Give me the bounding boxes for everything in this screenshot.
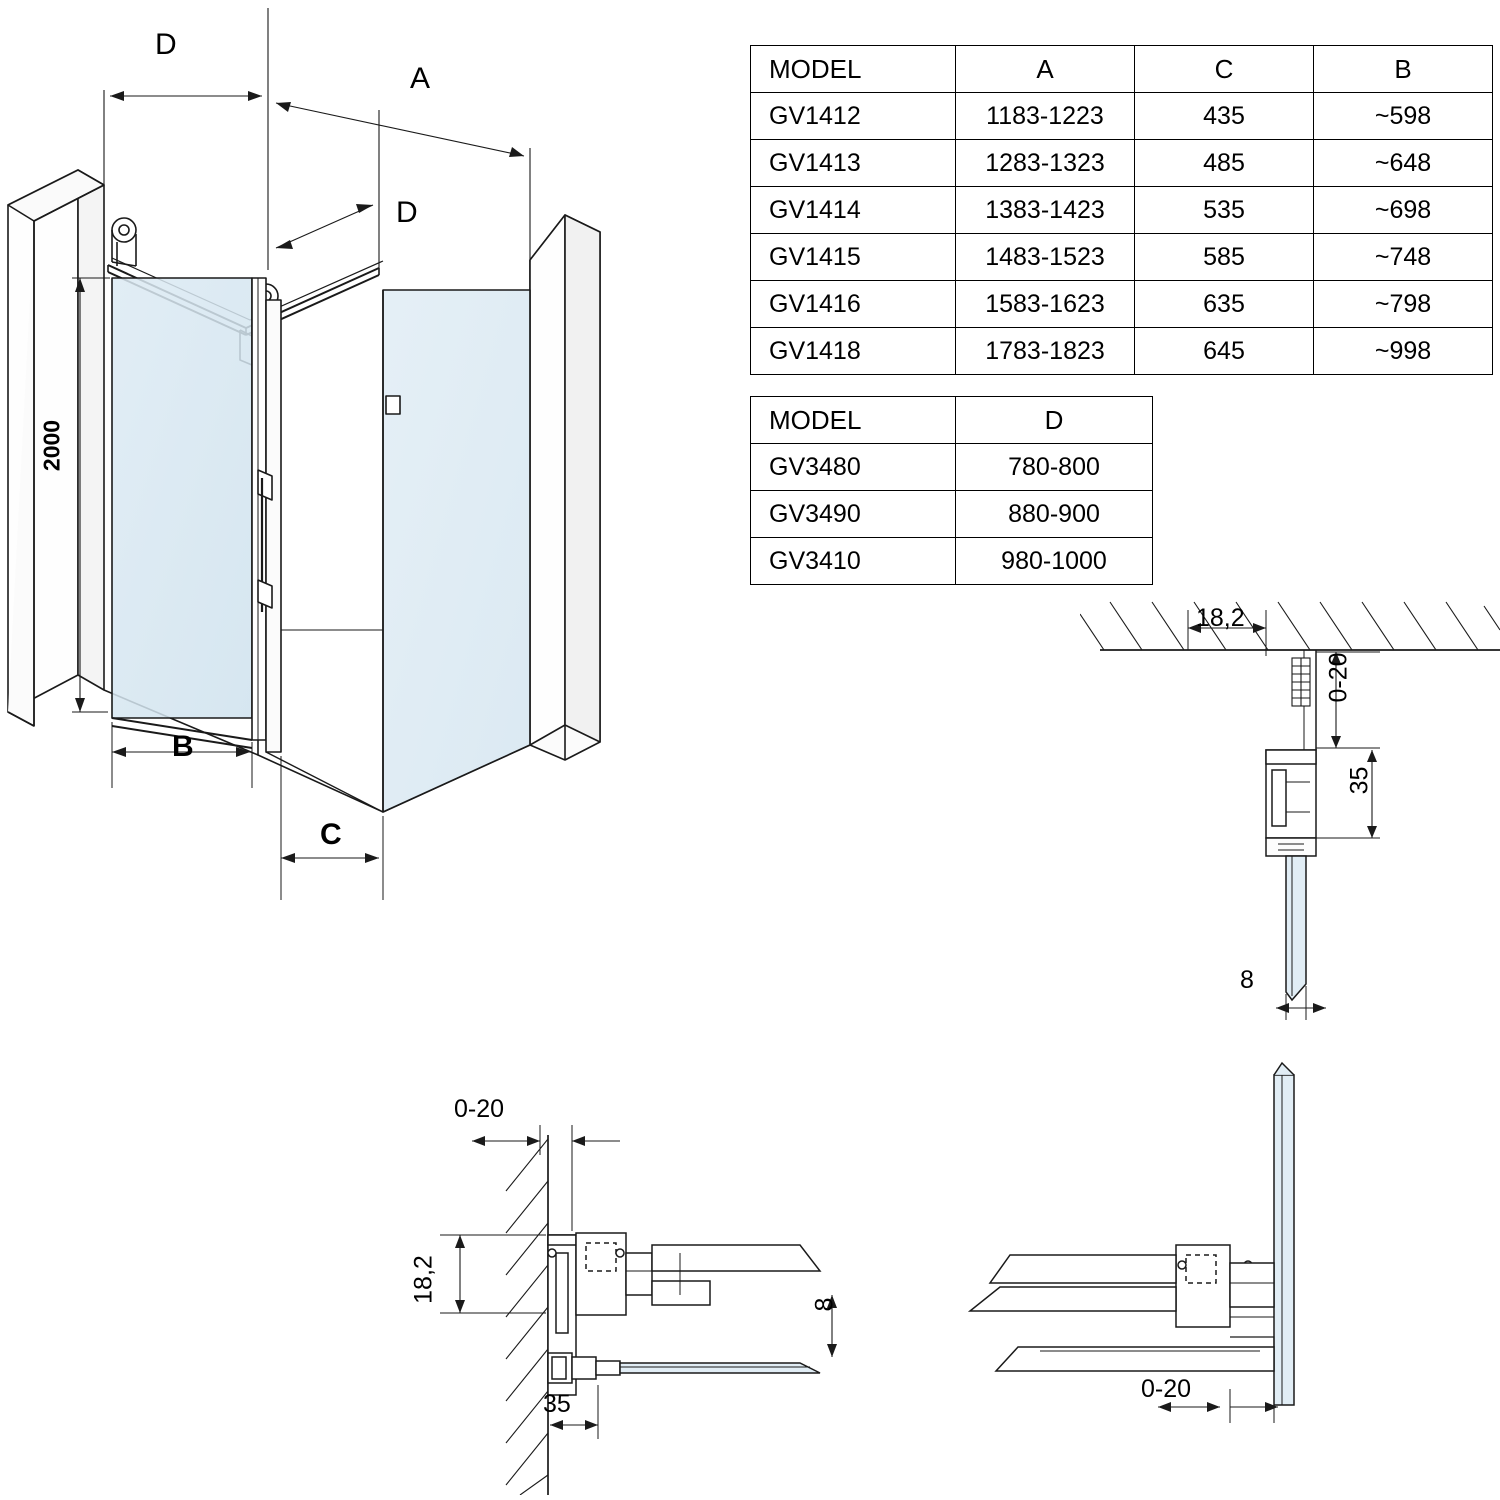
col-header-c: C [1135, 46, 1314, 93]
table-row [751, 491, 1153, 538]
detail-bl-label-gap: 0-20 [454, 1095, 505, 1123]
cell-c: 485 [1135, 140, 1314, 187]
table-row [751, 187, 1493, 234]
cell-c: 585 [1135, 234, 1314, 281]
table-row [751, 328, 1493, 375]
detail-tr-label-width: 18,2 [1196, 604, 1245, 632]
cell-c: 435 [1135, 93, 1314, 140]
cell-b: ~648 [1314, 140, 1493, 187]
table-header-row [751, 46, 1493, 93]
cell-b: ~798 [1314, 281, 1493, 328]
detail-bl-label-width: 18,2 [409, 1255, 438, 1304]
cell-d: 880-900 [956, 491, 1153, 538]
cell-model: GV3480 [751, 444, 956, 491]
wall-right [530, 215, 600, 760]
iso-label-a-top: A [410, 62, 431, 95]
isometric-shower-enclosure-view [0, 0, 720, 950]
cell-model: GV1412 [751, 93, 956, 140]
detail-bl-label-depth: 35 [543, 1390, 571, 1418]
iso-label-height: 2000 [38, 419, 65, 472]
col-header-d: D [956, 397, 1153, 444]
sliding-glass-door [112, 278, 252, 718]
cell-a: 1583-1623 [956, 281, 1135, 328]
cell-d: 780-800 [956, 444, 1153, 491]
detail-plan-section-right [930, 1055, 1350, 1455]
cell-model: GV3490 [751, 491, 956, 538]
table-row [751, 93, 1493, 140]
spec-table-d [750, 396, 1153, 585]
detail-plan-section-left [380, 1095, 940, 1495]
cell-model: GV1413 [751, 140, 956, 187]
table-row [751, 234, 1493, 281]
door-vertical-profile [252, 278, 281, 752]
iso-label-c-bottom: C [320, 818, 342, 851]
cell-model: GV1418 [751, 328, 956, 375]
cell-b: ~598 [1314, 93, 1493, 140]
detail-bl-label-glass: 8 [810, 1297, 839, 1312]
iso-label-d-inner: D [396, 196, 418, 229]
col-header-model: MODEL [751, 46, 956, 93]
table-row [751, 444, 1153, 491]
iso-label-d-top: D [155, 28, 177, 61]
cell-c: 635 [1135, 281, 1314, 328]
table-row [751, 281, 1493, 328]
cell-a: 1383-1423 [956, 187, 1135, 234]
spec-table-acb [750, 45, 1493, 375]
cell-a: 1483-1523 [956, 234, 1135, 281]
cell-b: ~998 [1314, 328, 1493, 375]
cell-c: 535 [1135, 187, 1314, 234]
detail-wall-profile-section [1080, 600, 1500, 1040]
col-header-b: B [1314, 46, 1493, 93]
cell-a: 1183-1223 [956, 93, 1135, 140]
cell-a: 1283-1323 [956, 140, 1135, 187]
cell-model: GV3410 [751, 538, 956, 585]
roller-carriage-left [112, 218, 136, 266]
cell-c: 645 [1135, 328, 1314, 375]
fixed-glass-panel [383, 290, 530, 812]
glass-fitting-clamp [386, 396, 400, 414]
col-header-a: A [956, 46, 1135, 93]
detail-tr-label-depth: 35 [1345, 766, 1374, 795]
table-row [751, 140, 1493, 187]
iso-label-b-bottom: B [172, 730, 194, 763]
cell-b: ~698 [1314, 187, 1493, 234]
detail-br-label-gap: 0-20 [1141, 1375, 1192, 1403]
cell-a: 1783-1823 [956, 328, 1135, 375]
table-row [751, 538, 1153, 585]
cell-d: 980-1000 [956, 538, 1153, 585]
cell-b: ~748 [1314, 234, 1493, 281]
cell-model: GV1414 [751, 187, 956, 234]
cell-model: GV1416 [751, 281, 956, 328]
detail-tr-label-gap: 0-20 [1324, 652, 1353, 703]
col-header-model: MODEL [751, 397, 956, 444]
table-header-row [751, 397, 1153, 444]
detail-tr-label-glass: 8 [1240, 966, 1254, 994]
cell-model: GV1415 [751, 234, 956, 281]
